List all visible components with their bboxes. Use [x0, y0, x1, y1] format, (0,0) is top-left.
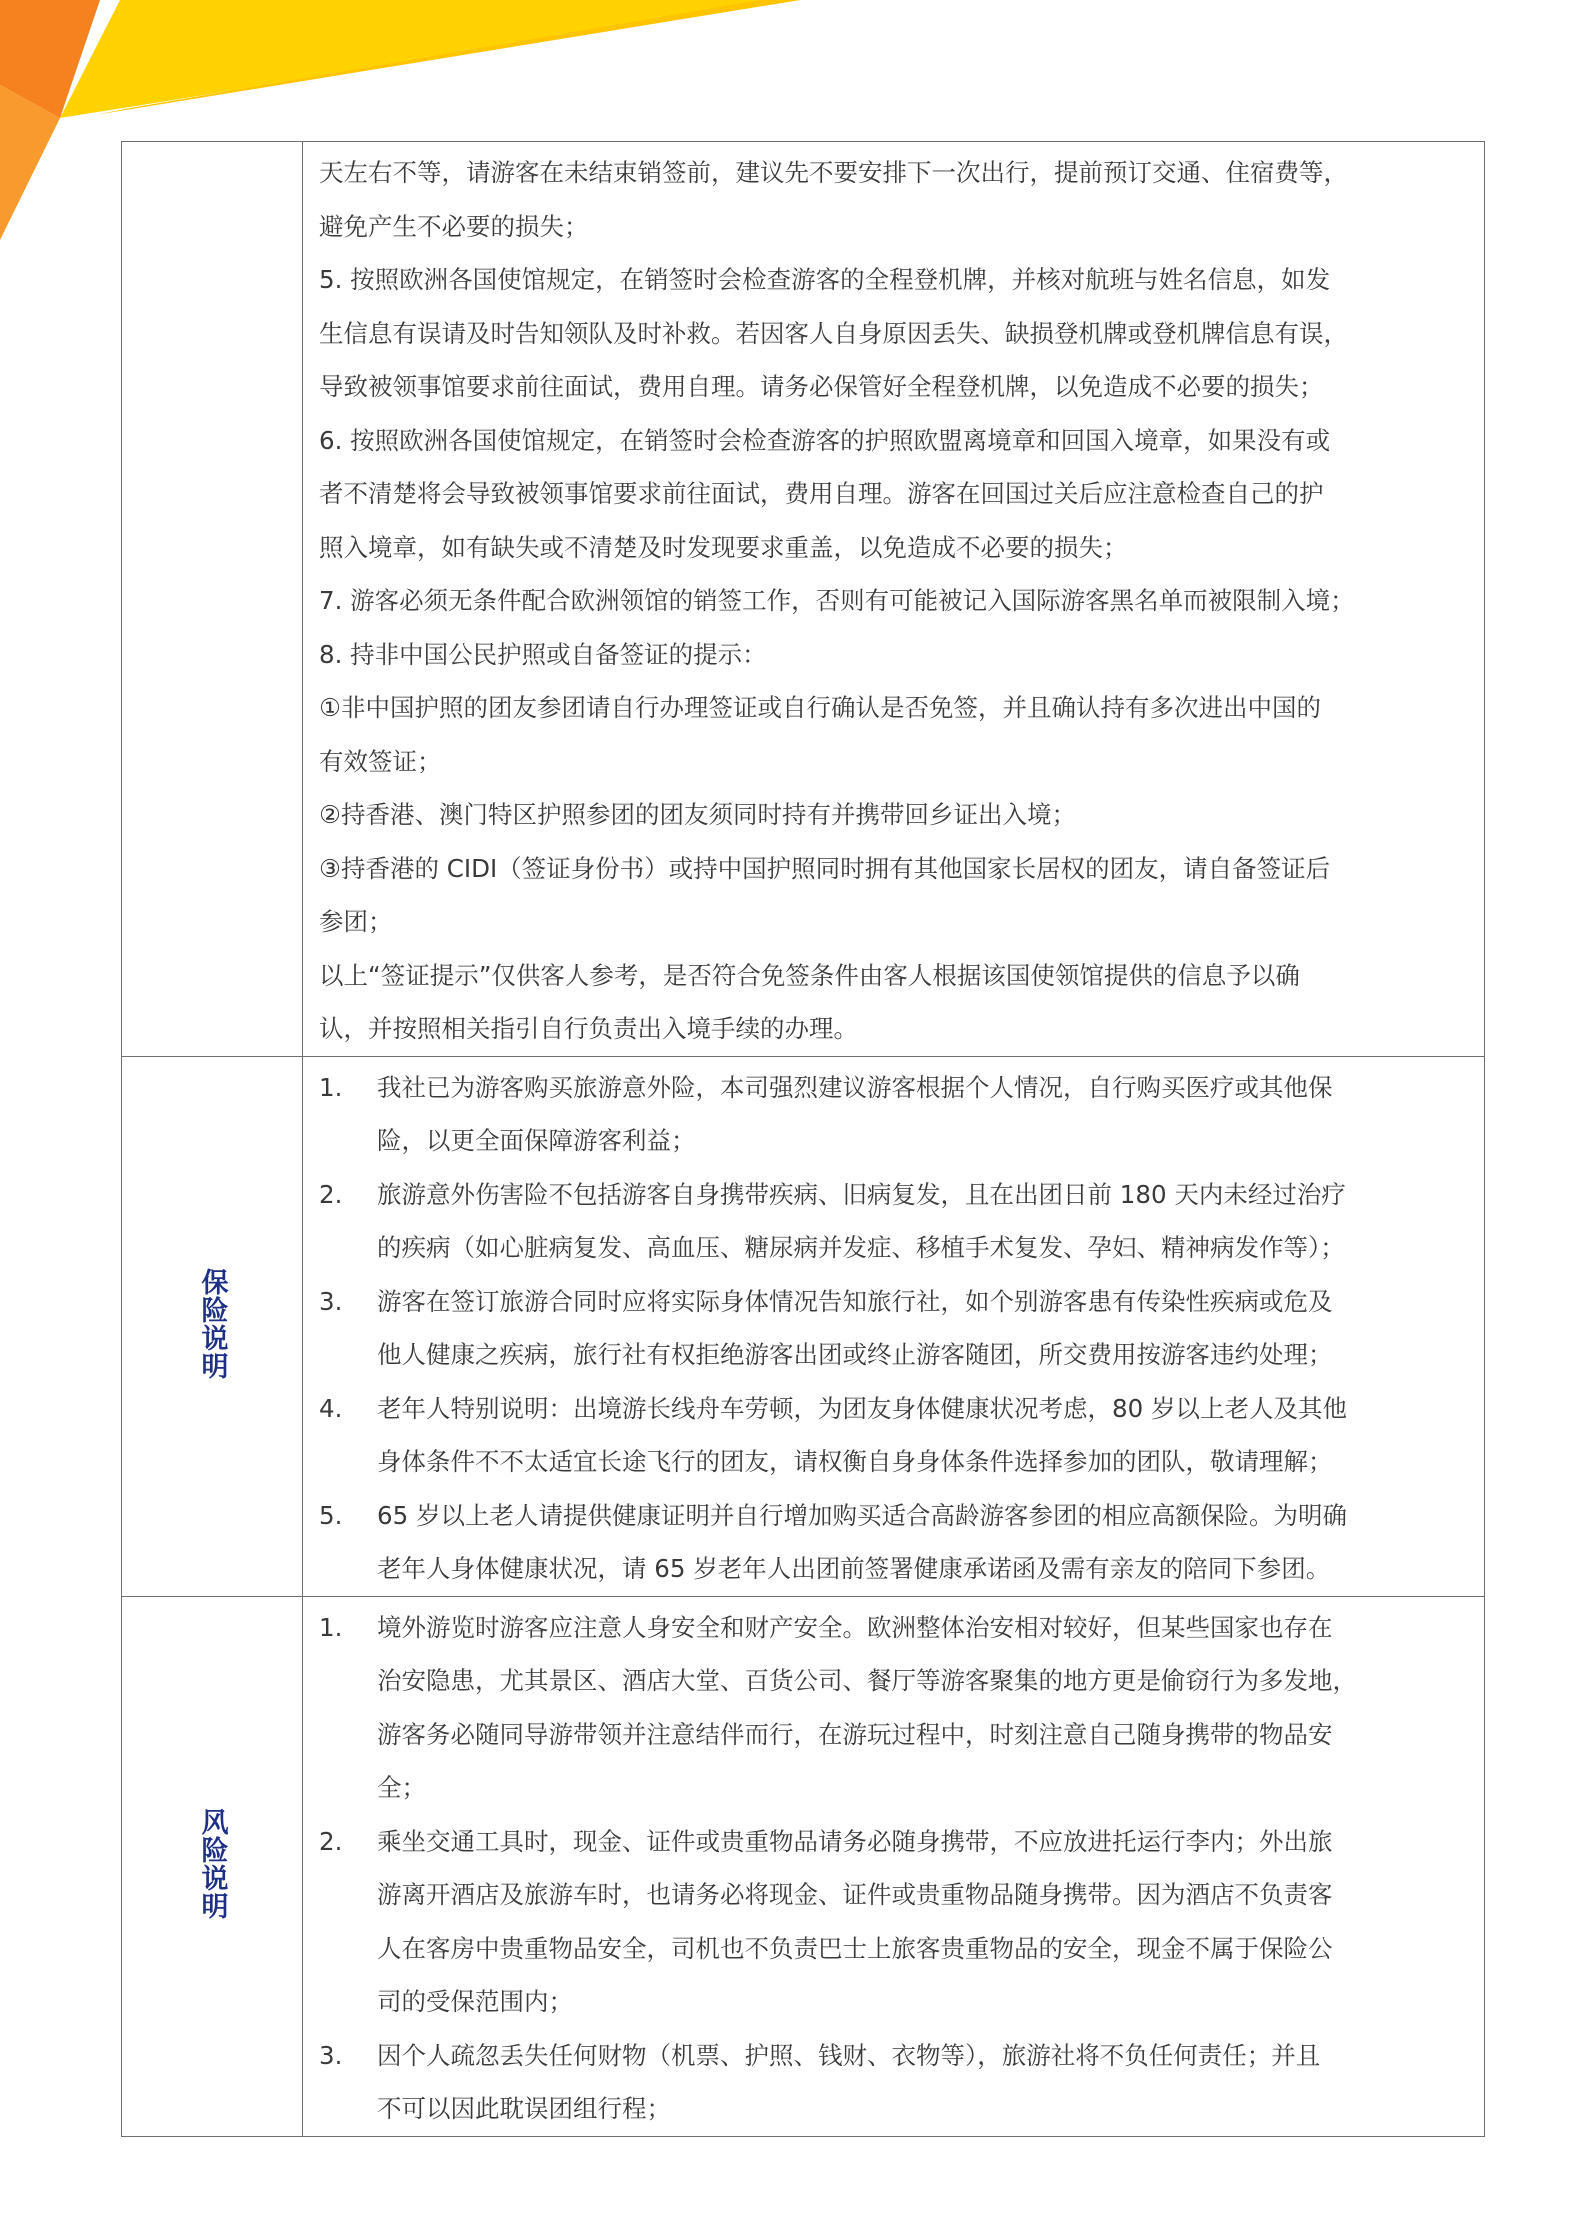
item-number: 3. — [319, 2040, 343, 2070]
item-number: 1. — [319, 1072, 343, 1102]
item-number: 3. — [319, 1286, 343, 1316]
risk-row — [122, 1596, 1485, 2136]
item-line: 司的受保范围内； — [377, 1987, 573, 2016]
item-line: 人在客房中贵重物品安全，司机也不负责巴士上旅客贵重物品的安全，现金不属于保险公 — [377, 1933, 1333, 1963]
item-line: 险，以更全面保障游客利益； — [377, 1126, 696, 1155]
item-line: 因个人疏忽丢失任何财物（机票、护照、钱财、衣物等），旅游社将不负任何责任；并且 — [377, 2040, 1321, 2070]
visa-line: 5. 按照欧洲各国使馆规定，在销签时会检查游客的全程登机牌，并核对航班与姓名信息，如发 — [319, 265, 1331, 294]
visa-line: 有效签证； — [319, 746, 442, 776]
insurance-item — [319, 1275, 1474, 1382]
visa-line: 导致被领事馆要求前往面试，费用自理。请务必保管好全程登机牌，以免造成不必要的损失； — [319, 372, 1324, 401]
visa-line: 认，并按照相关指引自行负责出入境手续的办理。 — [319, 1014, 858, 1043]
item-line: 我社已为游客购买旅游意外险，本司强烈建议游客根据个人情况，自行购买医疗或其他保 — [377, 1072, 1333, 1102]
item-text — [377, 1061, 1474, 1168]
insurance-label-cell — [122, 1056, 303, 1596]
item-text — [377, 1601, 1474, 1815]
insurance-item — [319, 1168, 1474, 1275]
risk-label: 风险说明 — [196, 1808, 228, 1920]
item-line: 境外游览时游客应注意人身安全和财产安全。欧洲整体治安相对较好，但某些国家也存在 — [377, 1612, 1333, 1642]
item-line: 的疾病（如心脏病复发、高血压、糖尿病并发症、移植手术复发、孕妇、精神病发作等）； — [377, 1233, 1345, 1262]
item-line: 65 岁以上老人请提供健康证明并自行增加购买适合高龄游客参团的相应高额保险。为明确 — [377, 1500, 1347, 1530]
notice-table — [121, 141, 1485, 2137]
item-line: 老年人特别说明：出境游长线舟车劳顿，为团友身体健康状况考虑，80 岁以上老人及其他 — [377, 1393, 1347, 1423]
item-text — [377, 1275, 1474, 1382]
visa-line: 天左右不等，请游客在未结束销签前，建议先不要安排下一次出行，提前预订交通、住宿费等， — [319, 158, 1348, 187]
visa-label-cell — [122, 142, 303, 1057]
item-line: 旅游意外伤害险不包括游客自身携带疾病、旧病复发，且在出团日前 180 天内未经过治疗 — [377, 1179, 1346, 1209]
item-line: 游客务必随同导游带领并注意结伴而行，在游玩过程中，时刻注意自己随身携带的物品安 — [377, 1719, 1333, 1749]
item-text — [377, 2029, 1474, 2136]
item-line: 他人健康之疾病，旅行社有权拒绝游客出团或终止游客随团，所交费用按游客违约处理； — [377, 1340, 1333, 1369]
item-text — [377, 1815, 1474, 2029]
insurance-label: 保险说明 — [196, 1268, 228, 1380]
visa-line: 生信息有误请及时告知领队及时补救。若因客人自身原因丢失、缺损登机牌或登机牌信息有误， — [319, 318, 1348, 348]
visa-line: ③持香港的 CIDI（签证身份书）或持中国护照同时拥有其他国家长居权的团友，请自备签证后 — [319, 853, 1331, 883]
visa-line: ①非中国护照的团友参团请自行办理签证或自行确认是否免签，并且确认持有多次进出中国的 — [319, 693, 1321, 722]
item-number: 1. — [319, 1612, 343, 1642]
visa-line: 照入境章，如有缺失或不清楚及时发现要求重盖，以免造成不必要的损失； — [319, 532, 1128, 562]
item-number: 2. — [319, 1826, 343, 1856]
item-line: 游离开酒店及旅游车时，也请务必将现金、证件或贵重物品随身携带。因为酒店不负责客 — [377, 1880, 1333, 1909]
risk-item — [319, 1601, 1474, 1815]
insurance-content-cell — [303, 1056, 1485, 1596]
visa-line: 7. 游客必须无条件配合欧洲领馆的销签工作，否则有可能被记入国际游客黑名单而被限制入境； — [319, 586, 1355, 615]
visa-line: 以上“签证提示”仅供客人参考，是否符合免签条件由客人根据该国使领馆提供的信息予以确 — [319, 960, 1300, 990]
risk-item — [319, 1815, 1474, 2029]
item-number: 4. — [319, 1393, 343, 1423]
visa-notes-row — [122, 142, 1485, 1057]
item-line: 身体条件不不太适宜长途飞行的团友，请权衡自身身体条件选择参加的团队，敬请理解； — [377, 1447, 1333, 1476]
insurance-item — [319, 1382, 1474, 1489]
risk-label-cell — [122, 1596, 303, 2136]
visa-line: ②持香港、澳门特区护照参团的团友须同时持有并携带回乡证出入境； — [319, 800, 1076, 829]
visa-line: 避免产生不必要的损失； — [319, 211, 589, 241]
item-line: 老年人身体健康状况，请 65 岁老年人出团前签署健康承诺函及需有亲友的陪同下参团。 — [377, 1554, 1331, 1583]
visa-notes-cell — [303, 142, 1485, 1057]
item-line: 不可以因此耽误团组行程； — [377, 2094, 671, 2123]
item-line: 乘坐交通工具时，现金、证件或贵重物品请务必随身携带，不应放进托运行李内；外出旅 — [377, 1826, 1333, 1856]
item-text — [377, 1168, 1474, 1275]
item-line: 全； — [377, 1773, 426, 1802]
item-line: 游客在签订旅游合同时应将实际身体情况告知旅行社，如个别游客患有传染性疾病或危及 — [377, 1286, 1333, 1316]
item-line: 治安隐患，尤其景区、酒店大堂、百货公司、餐厅等游客聚集的地方更是偷窃行为多发地， — [377, 1666, 1357, 1695]
visa-line: 者不清楚将会导致被领事馆要求前往面试，费用自理。游客在回国过关后应注意检查自己的护 — [319, 479, 1324, 508]
item-number: 5. — [319, 1500, 343, 1530]
insurance-item — [319, 1489, 1474, 1596]
risk-content-cell — [303, 1596, 1485, 2136]
visa-line: 参团； — [319, 907, 393, 936]
insurance-item — [319, 1061, 1474, 1168]
risk-item — [319, 2029, 1474, 2136]
visa-line: 6. 按照欧洲各国使馆规定，在销签时会检查游客的护照欧盟离境章和回国入境章，如果没有或 — [319, 425, 1331, 455]
item-text — [377, 1489, 1474, 1596]
visa-line: 8. 持非中国公民护照或自备签证的提示： — [319, 639, 767, 669]
insurance-row — [122, 1056, 1485, 1596]
item-number: 2. — [319, 1179, 343, 1209]
item-text — [377, 1382, 1474, 1489]
